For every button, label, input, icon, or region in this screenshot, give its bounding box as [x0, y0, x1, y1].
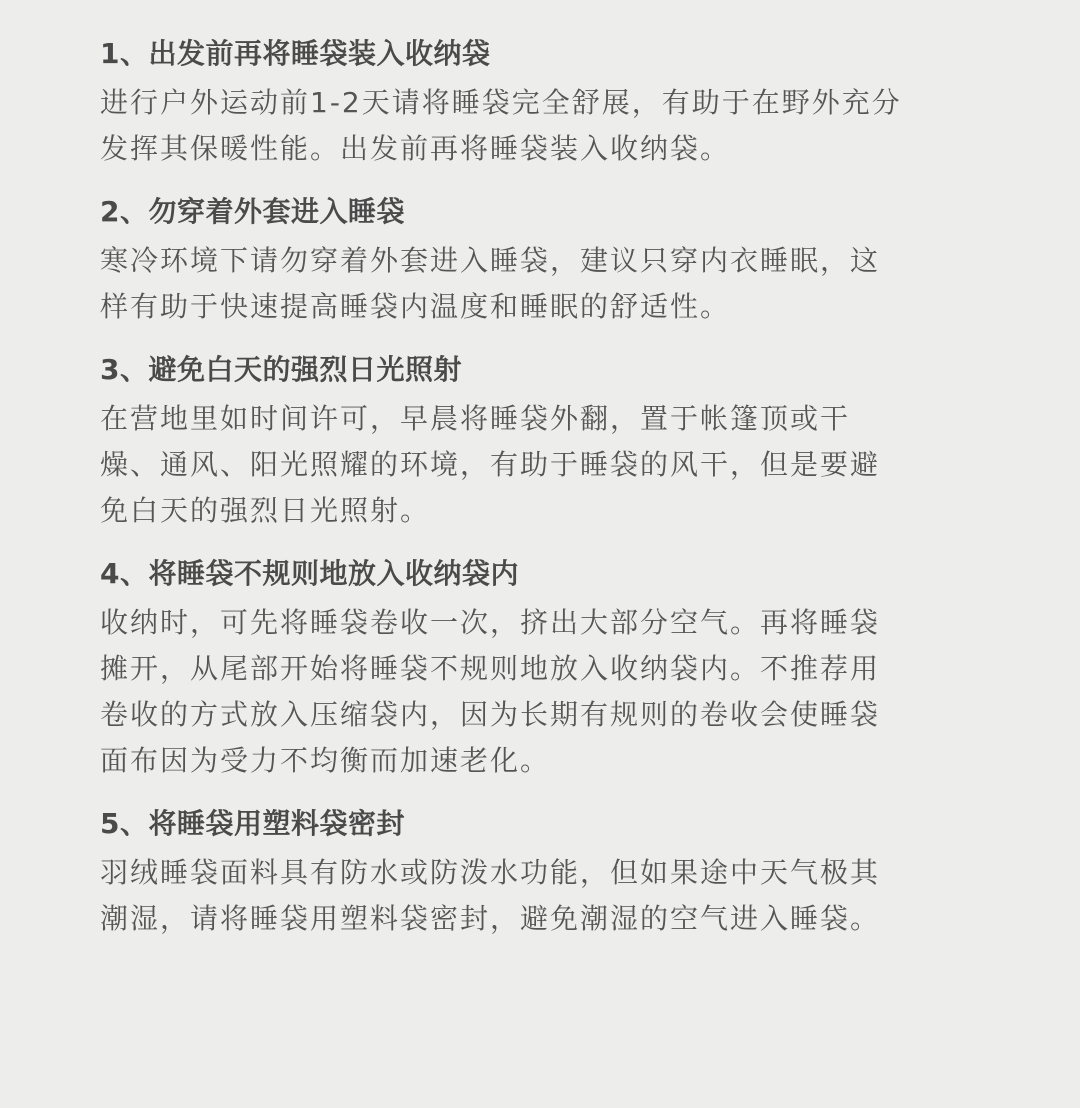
body-line: 燥、通风、阳光照耀的环境，有助于睡袋的风干，但是要避: [100, 448, 881, 481]
body-line: 寒冷环境下请勿穿着外套进入睡袋，建议只穿内衣睡眠，这: [100, 244, 881, 277]
body-line: 在营地里如时间许可，早晨将睡袋外翻，置于帐篷顶或干: [100, 402, 851, 435]
body-line: 发挥其保暖性能。出发前再将睡袋装入收纳袋。: [100, 132, 731, 165]
body-line: 潮湿，请将睡袋用塑料袋密封，避免潮湿的空气进入睡袋。: [100, 902, 881, 935]
section-title: 5、将睡袋用塑料袋密封: [100, 807, 405, 840]
section-3: [100, 350, 980, 534]
section-body: [100, 850, 980, 942]
section-2: [100, 192, 980, 330]
body-line: 面布因为受力不均衡而加速老化。: [100, 744, 551, 777]
body-line: 进行户外运动前1-2天请将睡袋完全舒展，有助于在野外充分: [100, 86, 902, 119]
section-1: [100, 34, 980, 172]
section-title: 4、将睡袋不规则地放入收纳袋内: [100, 557, 519, 590]
section-title: 1、出发前再将睡袋装入收纳袋: [100, 37, 491, 70]
section-body: [100, 600, 980, 784]
body-line: 羽绒睡袋面料具有防水或防泼水功能，但如果途中天气极其: [100, 856, 881, 889]
section-title: 3、避免白天的强烈日光照射: [100, 353, 462, 386]
section-body: [100, 396, 980, 534]
body-line: 免白天的强烈日光照射。: [100, 494, 431, 527]
section-body: [100, 238, 980, 330]
body-line: 摊开，从尾部开始将睡袋不规则地放入收纳袋内。不推荐用: [100, 652, 881, 685]
body-line: 收纳时，可先将睡袋卷收一次，挤出大部分空气。再将睡袋: [100, 606, 881, 639]
section-body: [100, 80, 980, 172]
section-title: 2、勿穿着外套进入睡袋: [100, 195, 405, 228]
body-line: 卷收的方式放入压缩袋内，因为长期有规则的卷收会使睡袋: [100, 698, 881, 731]
body-line: 样有助于快速提高睡袋内温度和睡眠的舒适性。: [100, 290, 731, 323]
section-5: [100, 804, 980, 942]
section-4: [100, 554, 980, 784]
